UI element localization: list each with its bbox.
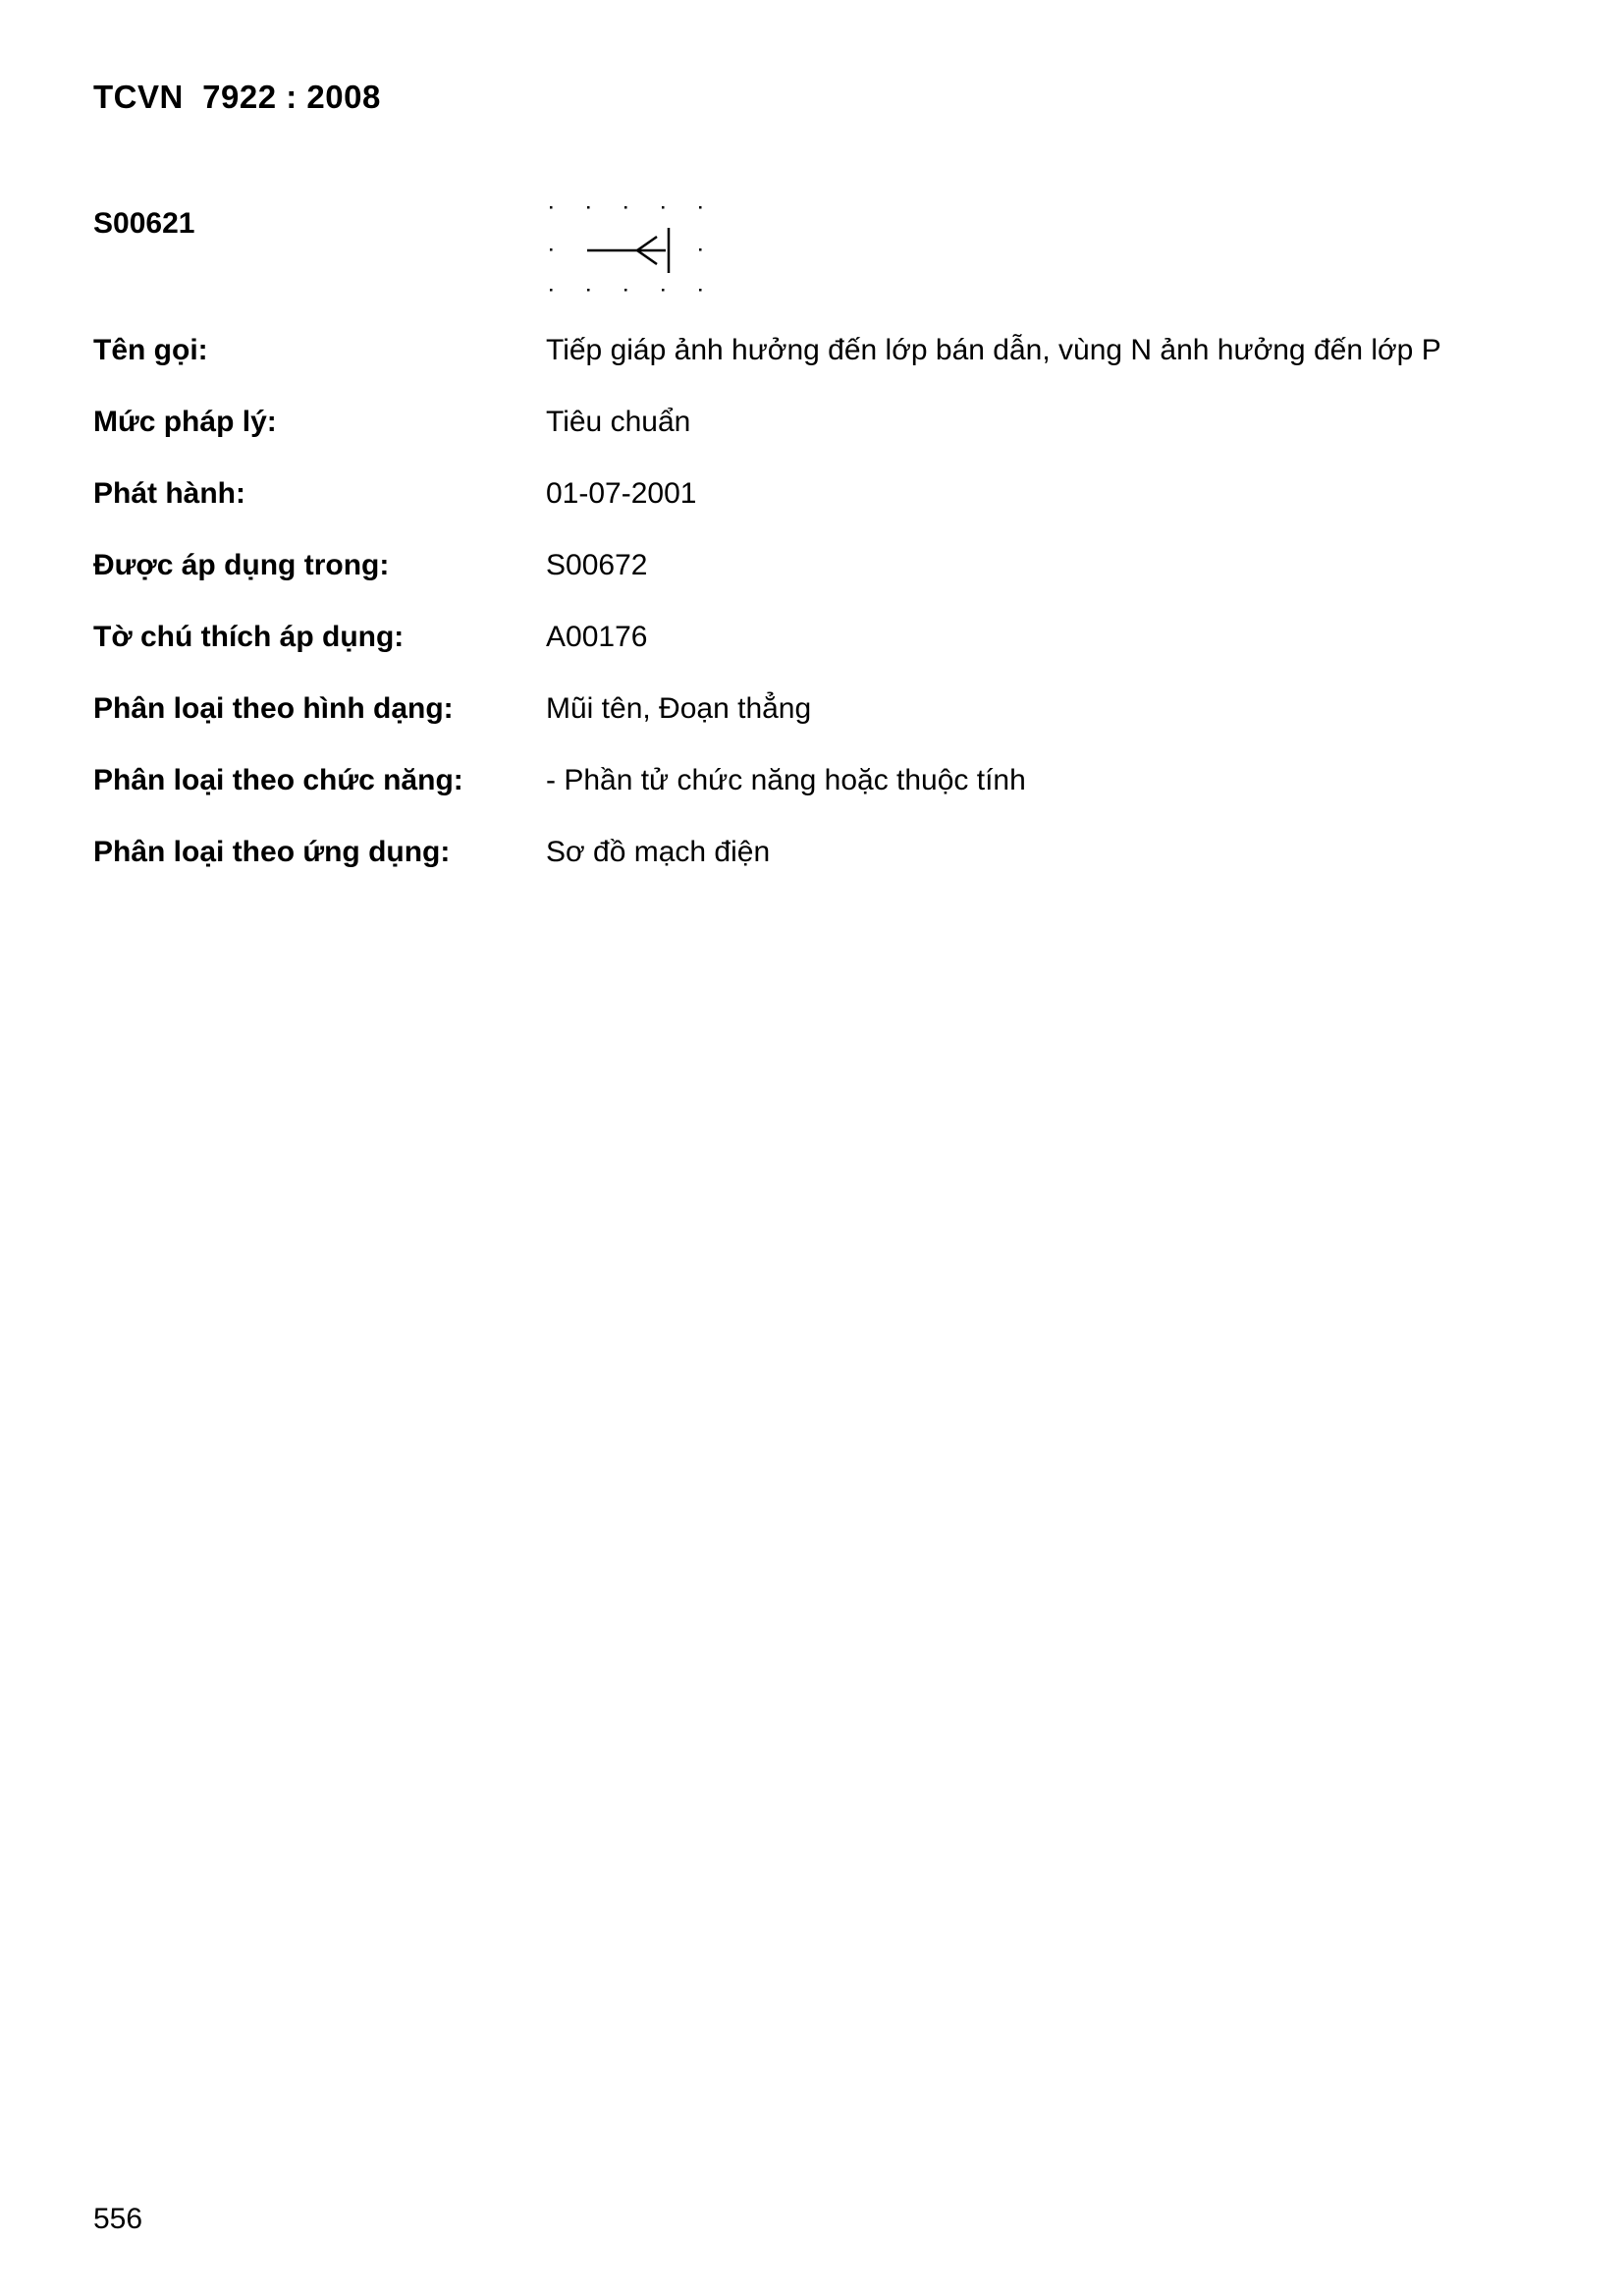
- junction-lines: [587, 228, 669, 273]
- field-label: Mức pháp lý:: [93, 406, 277, 438]
- field-value: S00672: [546, 549, 648, 581]
- field-value: 01-07-2001: [546, 477, 697, 510]
- field-label: Tờ chú thích áp dụng:: [93, 621, 405, 653]
- field-value: - Phần tử chức năng hoặc thuộc tính: [546, 764, 1026, 796]
- field-row-duoc-ap-dung-trong: [93, 549, 1546, 592]
- field-value: Tiêu chuẩn: [546, 406, 691, 438]
- field-value: Sơ đồ mạch điện: [546, 836, 771, 868]
- field-row-phan-loai-ung-dung: [93, 836, 1546, 879]
- field-label: Phân loại theo ứng dụng:: [93, 836, 451, 868]
- page-header-standard: TCVN 7922 : 2008: [93, 79, 381, 115]
- semiconductor-junction-arrow-icon: [541, 196, 718, 295]
- field-value: Mũi tên, Đoạn thẳng: [546, 692, 812, 725]
- field-row-muc-phap-ly: [93, 406, 1546, 449]
- field-label: Được áp dụng trong:: [93, 549, 390, 581]
- field-label: Phát hành:: [93, 477, 245, 510]
- field-row-to-chu-thich: [93, 621, 1546, 664]
- field-value: A00176: [546, 621, 648, 653]
- field-row-phat-hanh: [93, 477, 1546, 520]
- field-row-phan-loai-chuc-nang: [93, 764, 1546, 807]
- field-row-ten-goi: [93, 334, 1546, 377]
- grid-dots: [550, 206, 702, 292]
- field-value: Tiếp giáp ảnh hưởng đến lớp bán dẫn, vùng N ảnh hưởng đến lớp P: [546, 334, 1441, 366]
- field-label: Phân loại theo hình dạng:: [93, 692, 454, 725]
- field-label: Tên gọi:: [93, 334, 208, 366]
- page-number: 556: [93, 2203, 143, 2235]
- field-label: Phân loại theo chức năng:: [93, 764, 463, 796]
- symbol-code: S00621: [93, 207, 195, 240]
- field-row-phan-loai-hinh-dang: [93, 692, 1546, 736]
